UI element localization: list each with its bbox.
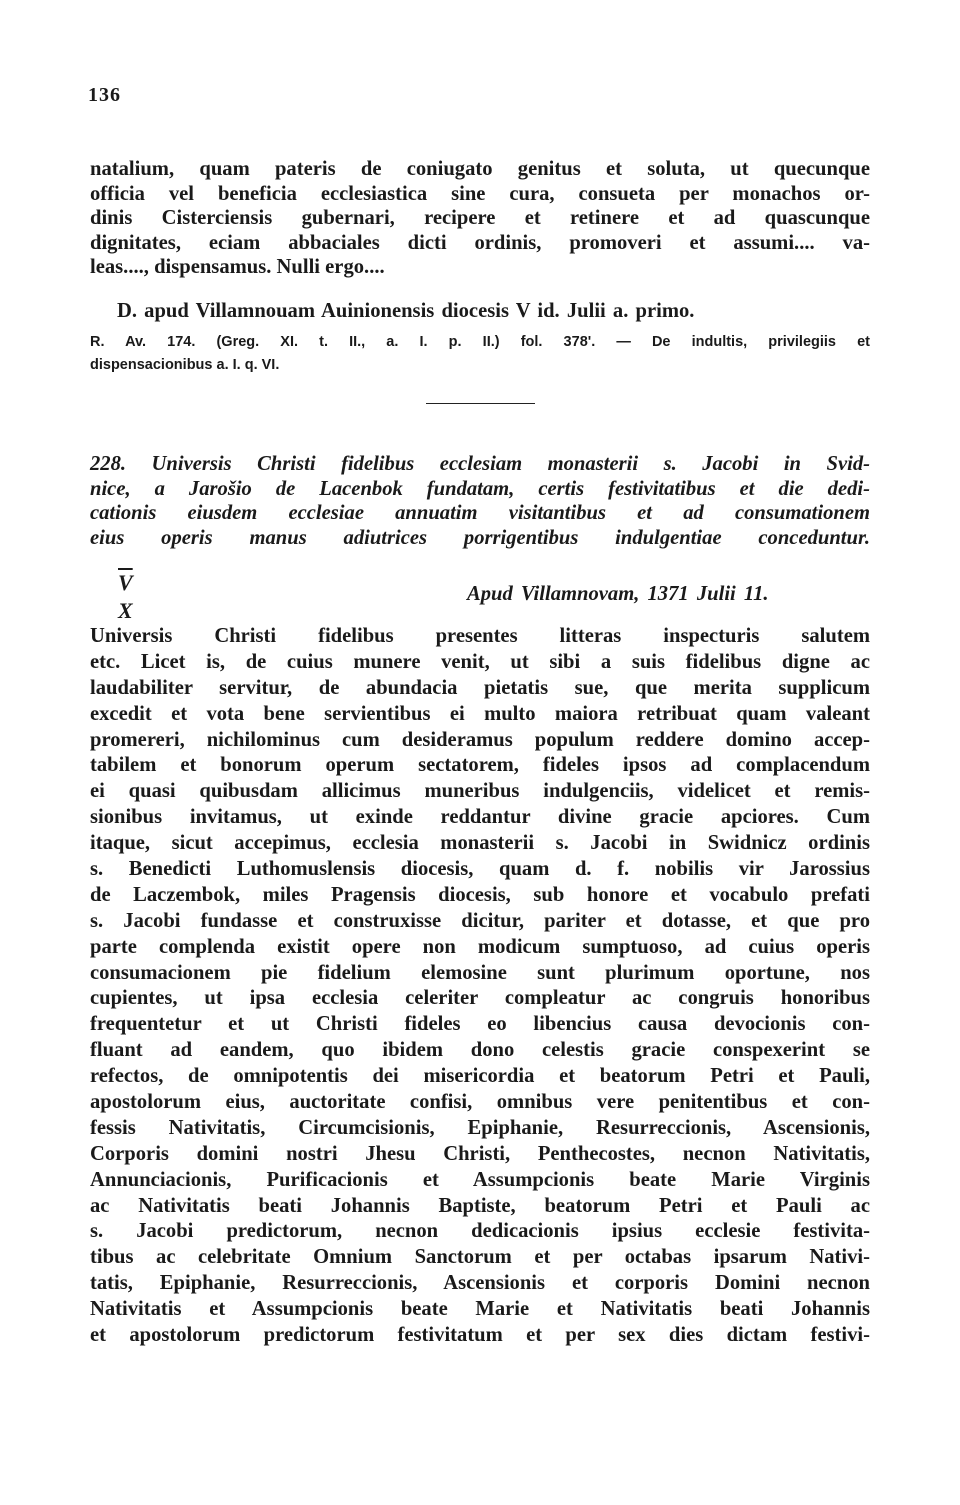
text-line: tatis, Epiphanie, Resurreccionis, Ascensionis et corporis Domini necnon [90, 1272, 870, 1295]
text-line: leas...., dispensamus. Nulli ergo.... [90, 256, 385, 278]
text-line: s. Jacobi fundasse et construxisse dicitur, pariter et dotasse, et que pro [90, 909, 870, 932]
text-line: et apostolorum predictorum festivitatum et per sex dies dictam festivi- [90, 1324, 870, 1347]
text-line: fluant ad eandem, quo ibidem dono celestis gracie conspexerint se [90, 1039, 870, 1062]
text-line: de Laczembok, miles Pragensis diocesis, sub honore et vocabulo prefati [90, 883, 870, 906]
dating-line: D. apud Villamnouam Auinionensis diocesis V id. Julii a. primo. [117, 300, 695, 322]
text-line: Corporis domini nostri Jhesu Christi, Penthecostes, necnon Nativitatis, [90, 1142, 870, 1165]
text-line: frequentetur et ut Christi fideles eo libencius causa devocionis con- [90, 1013, 870, 1036]
text-line: apostolorum eius, auctoritate confisi, omnibus vere penitentibus et con- [90, 1091, 870, 1114]
margin-mark-bottom: X [118, 598, 133, 623]
text-line: Universis Christi fidelibus presentes litteras inspecturis salutem [90, 625, 870, 647]
text-line: refectos, de omnipotentis dei misericordia et beatorum Petri et Pauli, [90, 1065, 870, 1088]
text-line: excedit et vota bene servientibus ei multo maiora retribuat quam valeant [90, 702, 870, 725]
main-paragraph [90, 624, 870, 1349]
source-line: dispensacionibus a. I. q. VI. [90, 357, 280, 373]
text-line: fessis Nativitatis, Circumcisionis, Epiphanie, Resurreccionis, Ascensionis, [90, 1116, 870, 1139]
text-line: laudabiliter servitur, de abundacia pietatis sue, que merita supplicum [90, 676, 870, 699]
text-line: Nativitatis et Assumpcionis beate Marie et Nativitatis beati Johannis [90, 1298, 870, 1321]
document-rubric [90, 452, 870, 550]
page-number: 136 [88, 84, 121, 106]
text-line: sionibus invitamus, ut exinde reddantur divine gracie apciores. Cum [90, 806, 870, 829]
rubric-line: nice, a Jarošio de Lacenbok fundatam, certis festivitatibus et die dedi- [90, 477, 870, 500]
place-date-line: Apud Villamnovam, 1371 Julii 11. [467, 583, 769, 605]
text-line: promereri, nichilominus cum desideramus populum reddere domino accep- [90, 728, 870, 751]
text-line: ei quasi quibusdam allicimus muneribus indulgenciis, videlicet et remis- [90, 780, 870, 803]
text-line: cupientes, ut ipsa ecclesia celeriter compleatur ac congruis honoribus [90, 987, 870, 1010]
text-line: natalium, quam pateris de coniugato genitus et soluta, ut quecunque [90, 158, 870, 180]
text-line: tibus ac celebritate Omnium Sanctorum et per octabas ipsarum Nativi- [90, 1246, 870, 1269]
text-line: itaque, sicut accepimus, ecclesia monasterii s. Jacobi in Swidnicz ordinis [90, 832, 870, 855]
text-line: dinis Cisterciensis gubernari, recipere et retinere et ad quascunque [90, 207, 870, 229]
separator-rule [426, 403, 535, 404]
text-line: etc. Licet is, de cuius munere venit, ut sibi a suis fidelibus digne ac [90, 650, 870, 673]
text-line: Annunciacionis, Purificacionis et Assumpcionis beate Marie Virginis [90, 1168, 870, 1191]
text-line: s. Benedicti Luthomuslensis diocesis, quam d. f. nobilis vir Jarossius [90, 858, 870, 881]
rubric-line: 228. Universis Christi fidelibus ecclesiam monasterii s. Jacobi in Svid- [90, 453, 870, 475]
rubric-line: eius operis manus adiutrices porrigentibus indulgentiae conceduntur. [90, 526, 870, 549]
text-line: tabilem et bonorum operum sectatorem, fideles ipsos ad complacendum [90, 754, 870, 777]
text-line: parte complenda existit opere non modicum sumptuoso, ad cuius operis [90, 935, 870, 958]
text-line: s. Jacobi predictorum, necnon dedicacionis ipsius ecclesie festivita- [90, 1220, 870, 1243]
first-paragraph [90, 157, 870, 280]
source-line: R. Av. 174. (Greg. XI. t. II., a. I. p. II.) fol. 378'. — De indultis, privilegiis et [90, 334, 870, 350]
margin-mark-top: $\overline{V}$ [118, 570, 133, 595]
rubric-line: cationis eiusdem ecclesiae annuatim visitantibus et ad consumationem [90, 502, 870, 525]
text-line: officia vel beneficia ecclesiastica sine cura, consueta per monachos or- [90, 182, 870, 205]
source-reference [90, 331, 870, 377]
text-line: ac Nativitatis beati Johannis Baptiste, beatorum Petri et Pauli ac [90, 1194, 870, 1217]
text-line: dignitates, eciam abbaciales dicti ordinis, promoveri et assumi.... va- [90, 231, 870, 254]
text-line: consumacionem pie fidelium elemosine sunt plurimum oportune, nos [90, 961, 870, 984]
